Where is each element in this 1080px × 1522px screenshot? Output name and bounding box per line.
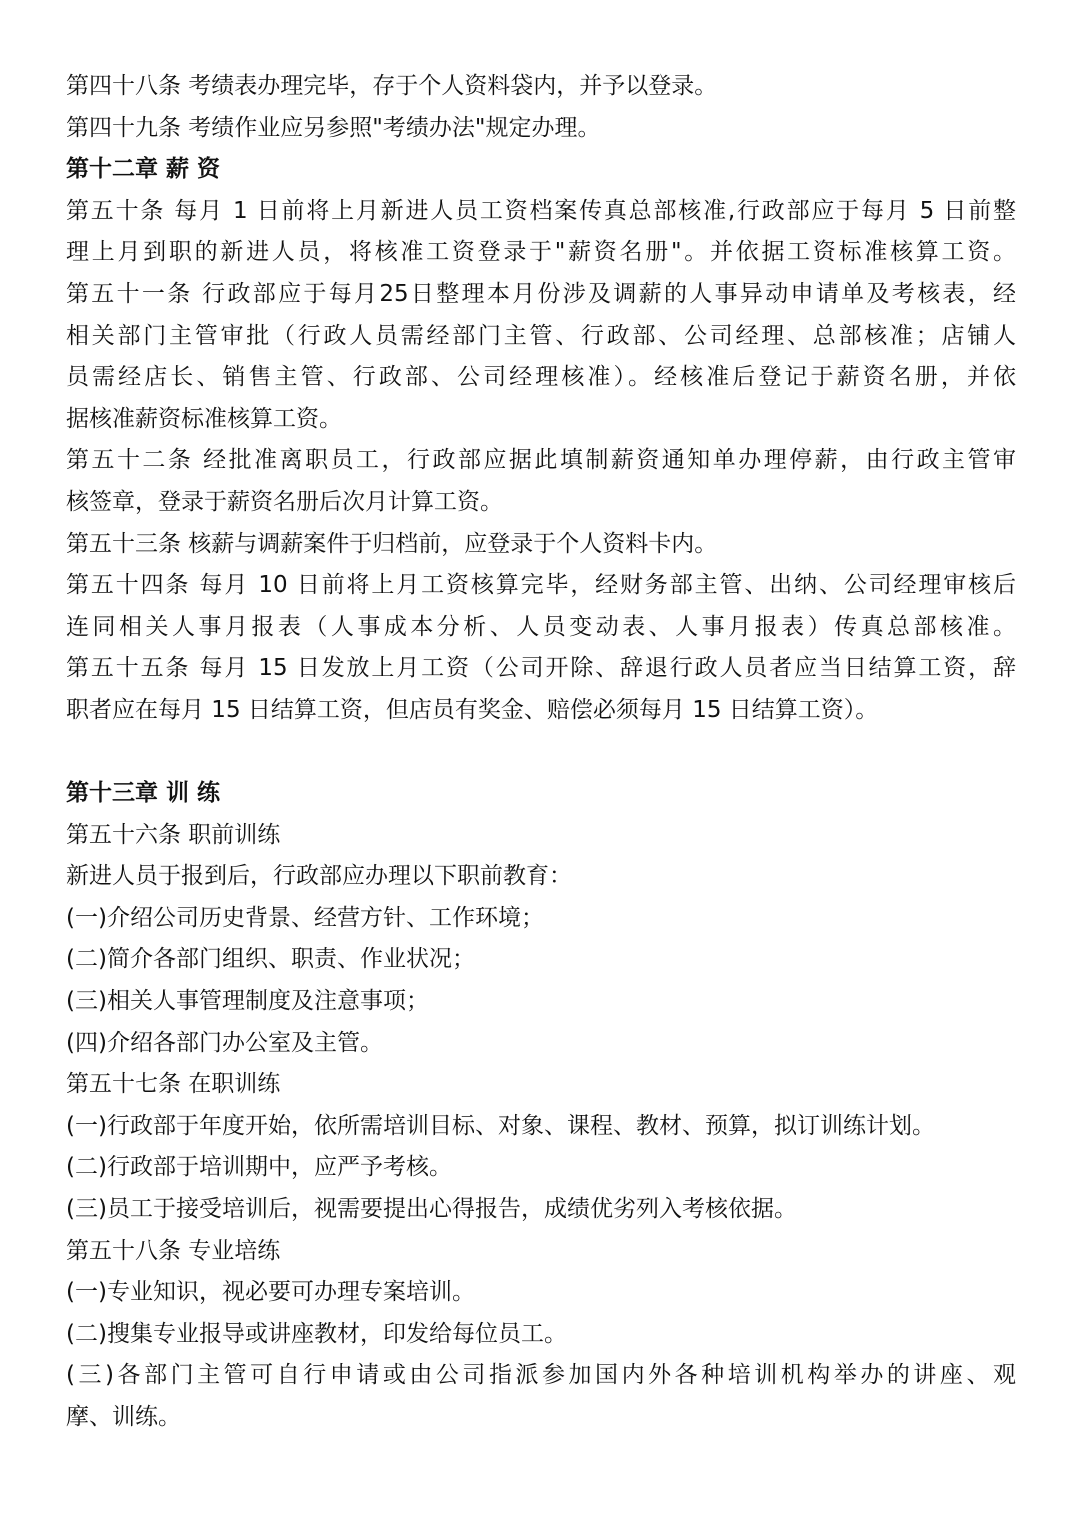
article-58-title: 第五十八条 专业培练	[66, 1237, 281, 1264]
article-50-line-2: 理上月到职的新进人员，将核准工资登录于"薪资名册"。并依据工资标准核算工资。	[66, 239, 1016, 266]
article-52-line-2: 核签章，登录于薪资名册后次月计算工资。	[66, 488, 503, 515]
article-56-item-2: (二)简介各部门组织、职责、作业状况；	[66, 946, 475, 973]
article-58-item-3-line-1: (三)各部门主管可自行申请或由公司指派参加国内外各种培训机构举办的讲座、观	[66, 1362, 1016, 1389]
article-54-line-1: 第五十四条 每月 10 日前将上月工资核算完毕，经财务部主管、出纳、公司经理审核后	[66, 572, 1016, 599]
article-57-item-1: (一)行政部于年度开始，依所需培训目标、对象、课程、教材、预算，拟订训练计划。	[66, 1112, 935, 1139]
chapter-12-heading: 第十二章 薪 资	[66, 156, 221, 183]
article-55-line-1: 第五十五条 每月 15 日发放上月工资（公司开除、辞退行政人员者应当日结算工资，辞	[66, 655, 1016, 682]
article-57-item-3: (三)员工于接受培训后，视需要提出心得报告，成绩优劣列入考核依据。	[66, 1196, 797, 1223]
article-51-line-1: 第五十一条 行政部应于每月25日整理本月份涉及调薪的人事异动申请单及考核表，经	[66, 280, 1016, 307]
chapter-13-heading: 第十三章 训 练	[66, 780, 221, 807]
article-55-line-2: 职者应在每月 15 日结算工资，但店员有奖金、赔偿必须每月 15 日结算工资）。	[66, 696, 879, 723]
article-53: 第五十三条 核薪与调薪案件于归档前，应登录于个人资料卡内。	[66, 530, 718, 557]
article-56-intro: 新进人员于报到后，行政部应办理以下职前教育：	[66, 863, 572, 890]
article-58-item-3-line-2: 摩、训练。	[66, 1404, 181, 1430]
article-49: 第四十九条 考绩作业应另参照"考绩办法"规定办理。	[66, 114, 601, 141]
article-58-item-2: (二)搜集专业报导或讲座教材，印发给每位员工。	[66, 1320, 567, 1347]
article-58-item-1: (一)专业知识，视必要可办理专案培训。	[66, 1279, 475, 1306]
article-54-line-2: 连同相关人事月报表（人事成本分析、人员变动表、人事月报表）传真总部核准。	[66, 613, 1016, 640]
article-57-title: 第五十七条 在职训练	[66, 1071, 281, 1098]
section-spacer	[66, 732, 1016, 774]
article-56-item-4: (四)介绍各部门办公室及主管。	[66, 1029, 383, 1056]
article-56-item-1: (一)介绍公司历史背景、经营方针、工作环境；	[66, 904, 544, 931]
article-52-line-1: 第五十二条 经批准离职员工，行政部应据此填制薪资通知单办理停薪，由行政主管审	[66, 447, 1016, 474]
article-57-item-2: (二)行政部于培训期中，应严予考核。	[66, 1154, 452, 1181]
article-56-item-3: (三)相关人事管理制度及注意事项；	[66, 988, 429, 1015]
article-50-line-1: 第五十条 每月 1 日前将上月新进人员工资档案传真总部核准,行政部应于每月 5 日前整	[66, 197, 1016, 224]
article-51-line-2: 相关部门主管审批（行政人员需经部门主管、行政部、公司经理、总部核准；店铺人	[66, 322, 1016, 349]
article-56-title: 第五十六条 职前训练	[66, 821, 281, 848]
article-48: 第四十八条 考绩表办理完毕，存于个人资料袋内，并予以登录。	[66, 73, 718, 99]
document-page	[66, 66, 1016, 1439]
article-51-line-4: 据核准薪资标准核算工资。	[66, 405, 342, 432]
article-51-line-3: 员需经店长、销售主管、行政部、公司经理核准）。经核准后登记于薪资名册，并依	[66, 364, 1016, 391]
